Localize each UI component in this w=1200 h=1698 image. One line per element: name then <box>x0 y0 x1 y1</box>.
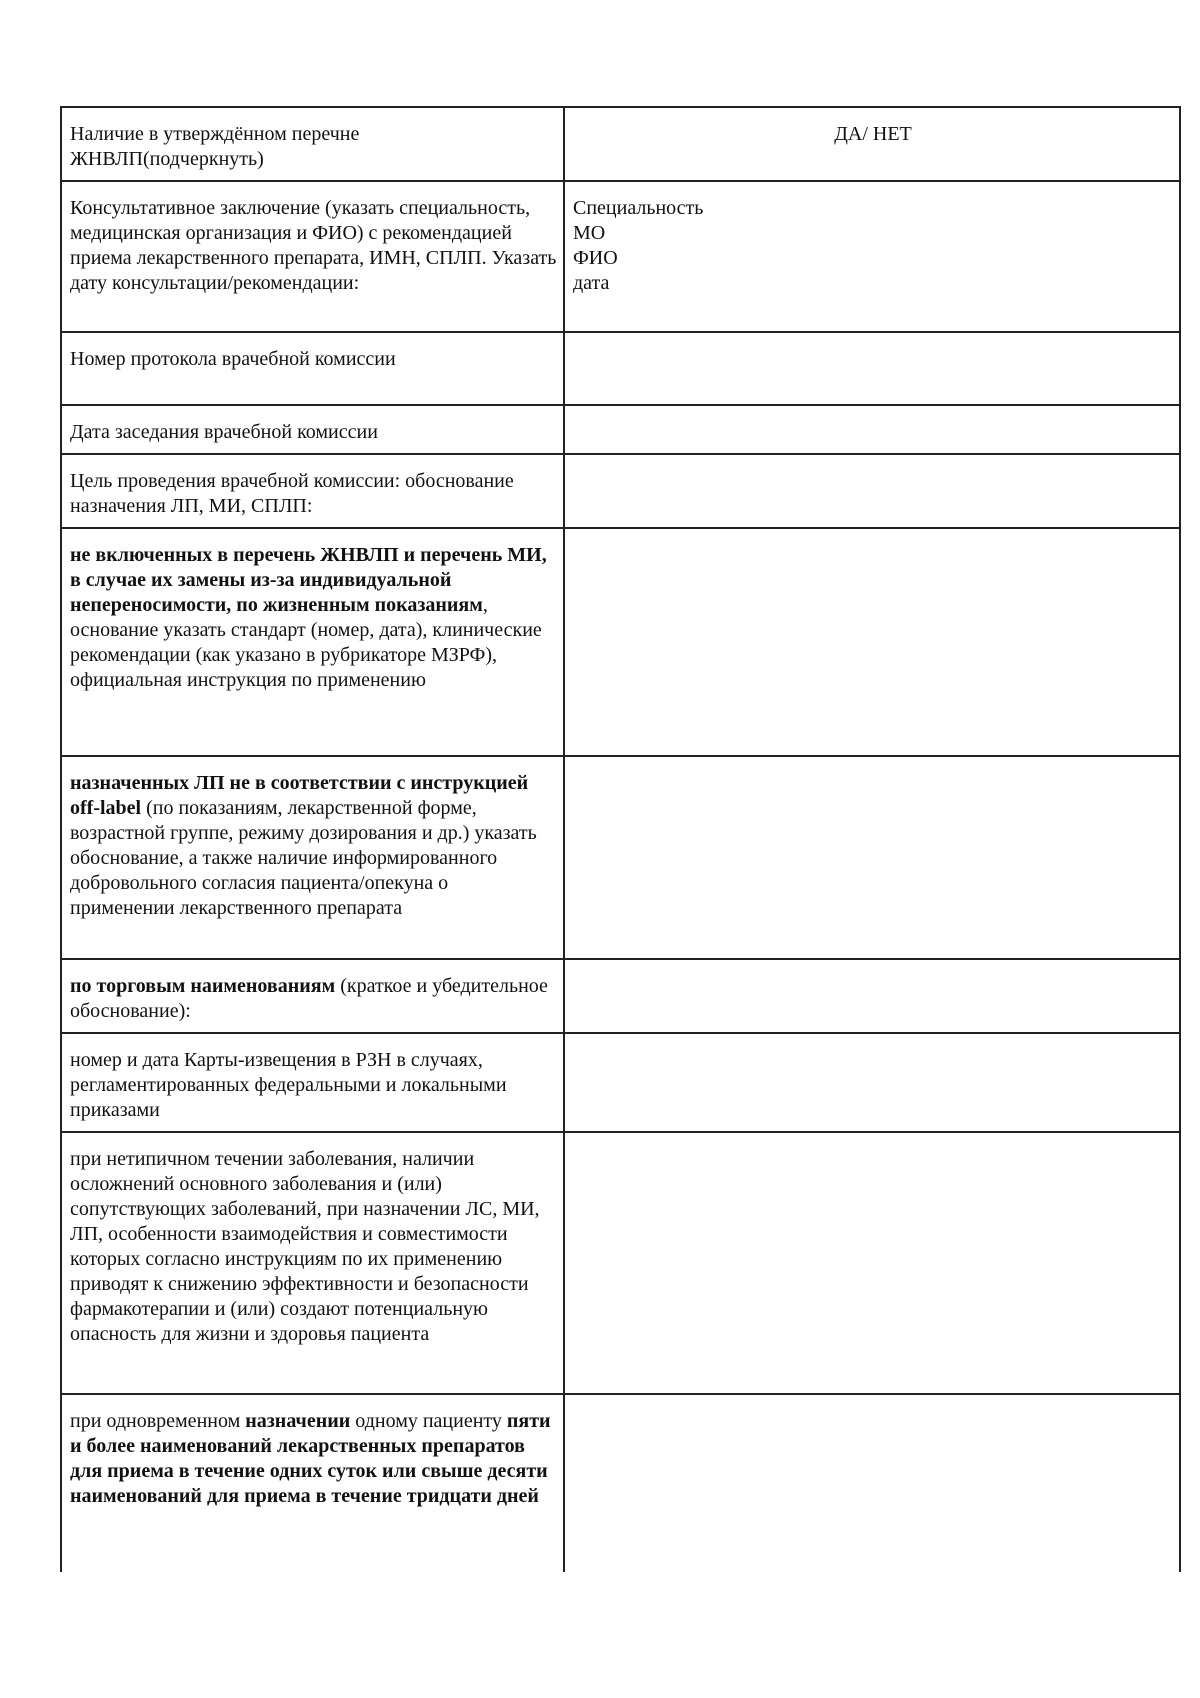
row-label-bold-text: пяти и более наименований лекарственных препаратов для приема в течение одних суток или свыше десяти наименований для приема в течение тридцати дней <box>70 1410 551 1507</box>
form-row <box>61 405 1180 454</box>
row-label-bold-text: по торговым наименованиям <box>70 975 336 997</box>
row-label-cell <box>61 1033 564 1132</box>
row-value-cell[interactable] <box>564 405 1180 454</box>
row-label-text: Цель проведения врачебной комиссии: обоснование назначения ЛП, МИ, СПЛП: <box>70 470 514 517</box>
row-label-cell <box>61 405 564 454</box>
form-row <box>61 1033 1180 1132</box>
row-label-bold-text: не включенных в перечень ЖНВЛП и перечень МИ, в случае их замены из-за индивидуальной непереносимости, по жизненным показаниям <box>70 544 547 616</box>
row-label-text: (краткое и убедительное обоснование): <box>70 975 548 1022</box>
row-label-text: , основание указать стандарт (номер, дата), клинические рекомендации (как указано в рубрикаторе МЗРФ), официальная инструкция по применению <box>70 594 542 691</box>
form-row <box>61 454 1180 528</box>
consultation-field-label: МО <box>573 222 606 244</box>
consultation-field-label: ФИО <box>573 247 618 269</box>
row-label-text: Наличие в утверждённом перечне ЖНВЛП(подчеркнуть) <box>70 123 360 170</box>
row-value-cell[interactable] <box>564 756 1180 959</box>
row-label-cell <box>61 107 564 181</box>
row-label-text: Номер протокола врачебной комиссии <box>70 348 396 370</box>
row-value-cell[interactable] <box>564 454 1180 528</box>
row-value-cell[interactable] <box>564 181 1180 332</box>
row-label-cell <box>61 1394 564 1572</box>
consultation-field-label: дата <box>573 272 610 294</box>
row-label-text: одному пациенту <box>350 1410 507 1432</box>
medical-commission-form-table <box>60 106 1181 1572</box>
form-table-container <box>60 106 1160 1576</box>
form-row <box>61 959 1180 1033</box>
row-value-cell[interactable] <box>564 959 1180 1033</box>
row-value-cell[interactable] <box>564 107 1180 181</box>
row-value-cell[interactable] <box>564 1132 1180 1394</box>
row-label-bold-text: назначенных ЛП не в соответствии с инструкцией off-label <box>70 772 529 819</box>
row-label-text: номер и дата Карты-извещения в РЗН в случаях, регламентированных федеральными и локальными приказами <box>70 1049 507 1121</box>
row-label-bold-text: назначении <box>245 1410 351 1432</box>
row-label-text: при нетипичном течении заболевания, наличии осложнений основного заболевания и (или) сопутствующих заболеваний, при назначении ЛС, МИ, ЛП, особенности взаимодействия и совместимости которых согласно инструкциям по их применению приводят к снижению эффективности и безопасности фармакотерапии и (или) создают потенциальную опасность для жизни и здоровья пациента <box>70 1148 540 1345</box>
row-label-cell <box>61 181 564 332</box>
yes-no-choice[interactable]: ДА/ НЕТ <box>834 123 912 145</box>
form-row <box>61 1132 1180 1394</box>
row-label-cell <box>61 1132 564 1394</box>
form-table-body <box>61 107 1180 1572</box>
row-label-cell <box>61 332 564 405</box>
row-label-text: Дата заседания врачебной комиссии <box>70 421 378 443</box>
form-row <box>61 332 1180 405</box>
row-label-text: Консультативное заключение (указать специальность, медицинская организация и ФИО) с рекомендацией приема лекарственного препарата, ИМН, СПЛП. Указать дату консультации/рекомендации: <box>70 197 557 294</box>
form-row <box>61 528 1180 756</box>
row-value-cell[interactable] <box>564 528 1180 756</box>
form-row <box>61 181 1180 332</box>
row-label-cell <box>61 959 564 1033</box>
form-row <box>61 107 1180 181</box>
row-label-cell <box>61 454 564 528</box>
row-label-text: (по показаниям, лекарственной форме, возрастной группе, режиму дозирования и др.) указать обоснование, а также наличие информированного добровольного согласия пациента/опекуна о применении лекарственного препарата <box>70 797 537 919</box>
row-value-cell[interactable] <box>564 1033 1180 1132</box>
row-label-text: при одновременном <box>70 1410 246 1432</box>
row-value-cell[interactable] <box>564 332 1180 405</box>
row-label-cell <box>61 528 564 756</box>
consultation-field-label: Специальность <box>573 197 704 219</box>
form-row <box>61 1394 1180 1572</box>
row-value-cell[interactable] <box>564 1394 1180 1572</box>
form-row <box>61 756 1180 959</box>
row-label-cell <box>61 756 564 959</box>
